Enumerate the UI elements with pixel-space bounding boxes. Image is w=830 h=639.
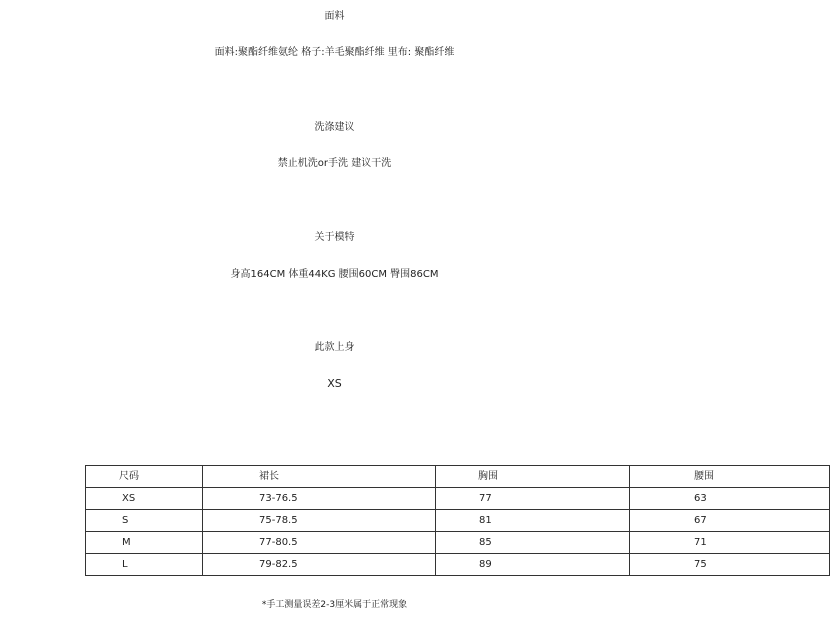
cell-waist: 75 <box>630 554 830 576</box>
measurement-note: *手工测量误差2-3厘米属于正常现象 <box>261 600 408 610</box>
cell-length: 75-78.5 <box>203 510 436 532</box>
cell-length: 79-82.5 <box>203 554 436 576</box>
header-size: 尺码 <box>86 466 203 488</box>
cell-chest: 81 <box>436 510 630 532</box>
cell-waist: 63 <box>630 488 830 510</box>
header-length: 裙长 <box>203 466 436 488</box>
header-waist: 腰围 <box>630 466 830 488</box>
cell-size: S <box>86 510 203 532</box>
cell-chest: 89 <box>436 554 630 576</box>
header-chest: 胸围 <box>436 466 630 488</box>
table-row <box>86 554 830 576</box>
washing-text: 禁止机洗or手洗 建议干洗 <box>277 158 392 169</box>
cell-size: L <box>86 554 203 576</box>
size-table-header-row <box>86 466 830 488</box>
cell-chest: 77 <box>436 488 630 510</box>
cell-chest: 85 <box>436 532 630 554</box>
fabric-text: 面料:聚酯纤维氨纶 格子:羊毛聚酯纤维 里布: 聚酯纤维 <box>214 47 455 58</box>
cell-length: 77-80.5 <box>203 532 436 554</box>
model-title: 关于模特 <box>314 232 355 243</box>
cell-length: 73-76.5 <box>203 488 436 510</box>
cell-size: XS <box>86 488 203 510</box>
washing-title: 洗涤建议 <box>314 122 355 133</box>
table-row <box>86 510 830 532</box>
cell-size: M <box>86 532 203 554</box>
fabric-title: 面料 <box>324 11 345 22</box>
wearing-title: 此款上身 <box>314 342 355 353</box>
size-table <box>85 465 830 576</box>
cell-waist: 71 <box>630 532 830 554</box>
wearing-size: XS <box>327 377 342 390</box>
model-text: 身高164CM 体重44KG 腰围60CM 臀围86CM <box>230 269 439 280</box>
table-row <box>86 532 830 554</box>
cell-waist: 67 <box>630 510 830 532</box>
table-row <box>86 488 830 510</box>
